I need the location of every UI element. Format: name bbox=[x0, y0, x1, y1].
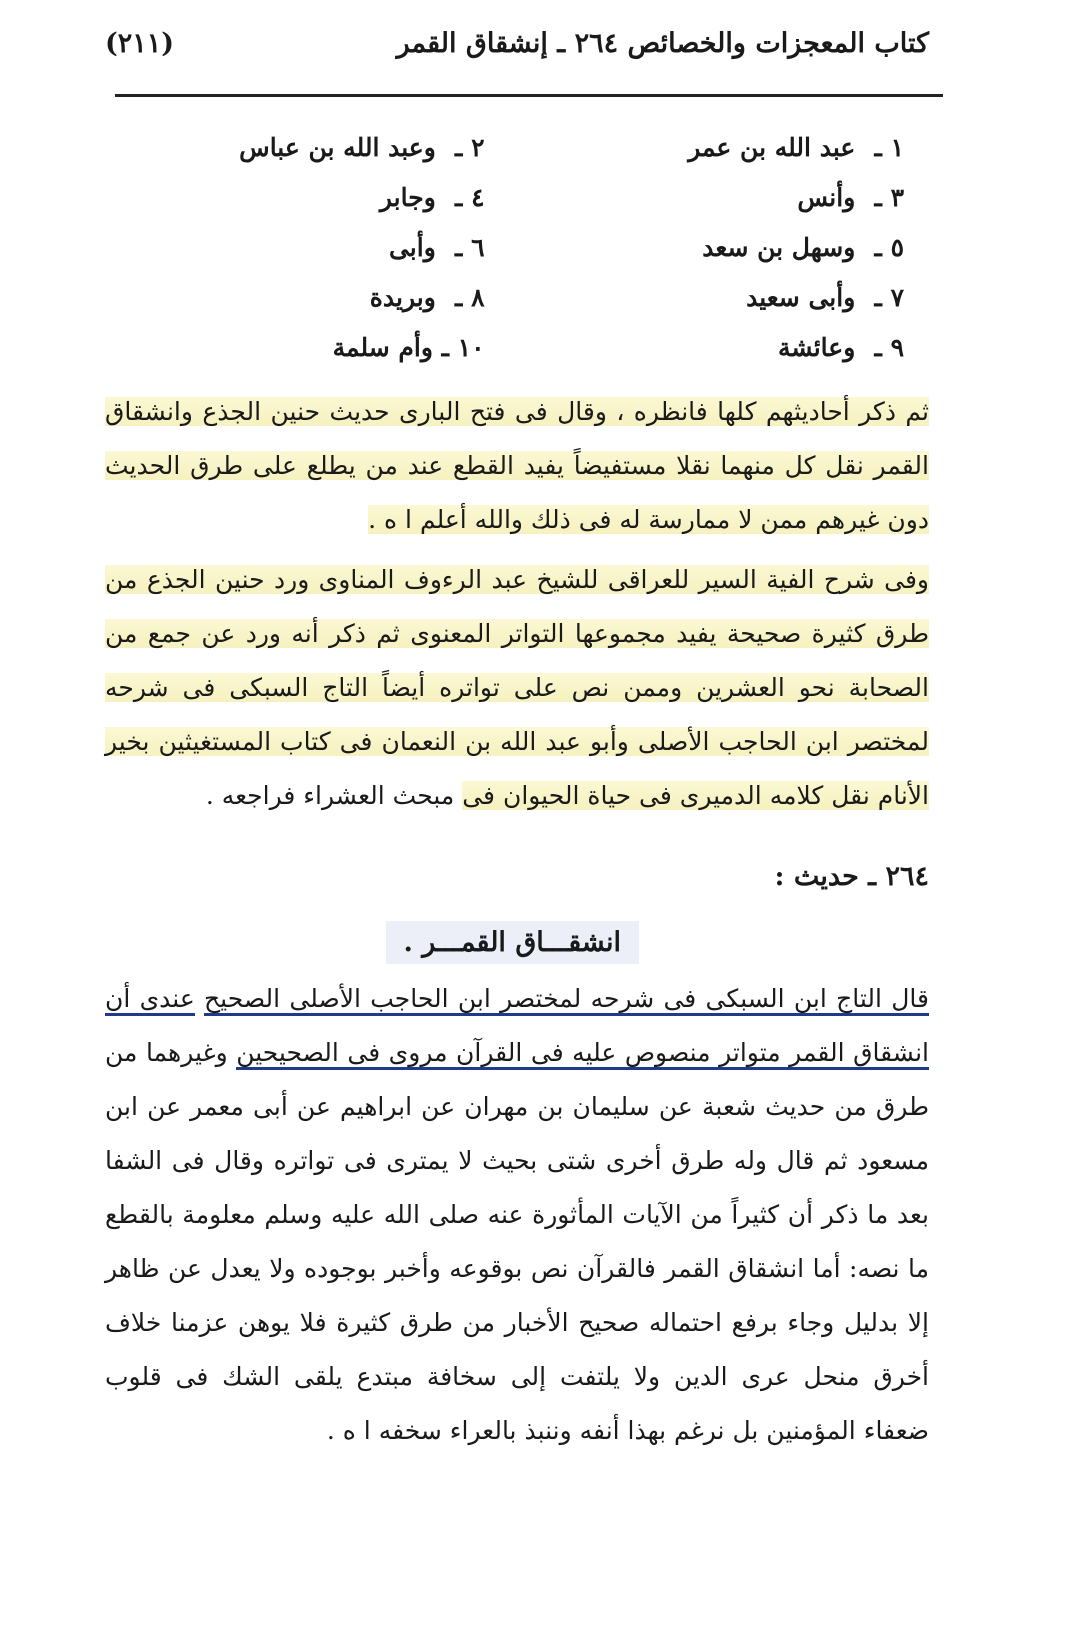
entry-number: ٢٦٤ ـ حديث : bbox=[774, 861, 929, 892]
header-rule bbox=[115, 94, 943, 97]
list-item: ١٠ ـ وأم سلمة bbox=[332, 333, 485, 362]
highlighted-text: ثم ذكر أحاديثهم كلها فانظره ، وقال فى فتح البارى حديث حنين الجذع وانشقاق القمر نقل كل منهما نقلا مستفيضاً يفيد القطع عند من يطلع على طرق الحديث دون غيرهم ممن لا ممارسة له فى ذلك والله أعلم ا ه . bbox=[105, 397, 929, 534]
list-item: ٥ ـ وسهل بن سعد bbox=[702, 233, 904, 262]
page-header bbox=[105, 28, 929, 86]
entry-subheading: انشقـــاق القمـــر . bbox=[386, 921, 640, 964]
narrator-list bbox=[105, 123, 929, 373]
underlined-text: قال التاج ابن السبكى فى شرحه لمختصر ابن الحاجب الأصلى الصحيح bbox=[204, 984, 929, 1016]
page-number: (٢١١) bbox=[105, 28, 175, 59]
paragraph-fath-al-bari bbox=[105, 385, 929, 547]
list-item: ٣ ـ وأنس bbox=[797, 183, 904, 212]
list-item: ٢ ـ وعبد الله بن عباس bbox=[239, 133, 485, 162]
paragraph-body: وغيرهما من طرق من حديث شعبة عن سليمان بن مهران عن ابراهيم عن أبى معمر عن ابن مسعود ثم قال وله طرق أخرى شتى بحيث لا يمترى فى تواتره وقال فى الشفا بعد ما ذكر أن كثيراً من الآيات المأثورة عنه صلى الله عليه وسلم معلومة بالقطع ما نصه: أما انشقاق القمر فالقرآن نص بوقوعه وأخبر بوجوده ولا يعدل عن ظاهر إلا بدليل وجاء برفع احتماله صحيح الأخبار من طرق كثيرة فلا يوهن عزمنا خلاف أخرق منحل عرى الدين ولا يلتفت إلى سخافة مبتدع يلقى الشك فى قلوب ضعفاء المؤمنين بل نرغم بهذا أنفه وننبذ بالعراء سخفه ا ه . bbox=[105, 1038, 929, 1445]
list-item: ٦ ـ وأبى bbox=[388, 233, 485, 262]
paragraph-subki bbox=[105, 972, 929, 1458]
list-item: ٨ ـ وبريدة bbox=[369, 283, 485, 312]
running-title: كتاب المعجزات والخصائص ٢٦٤ ـ إنشقاق القمر bbox=[396, 28, 929, 59]
list-item: ٧ ـ وأبى سعيد bbox=[746, 283, 904, 312]
underlined-text: عندى أن انشقاق القمر متواتر منصوص عليه فى القرآن مروى فى الصحيحين bbox=[105, 984, 929, 1070]
list-item: ٩ ـ وعائشة bbox=[778, 333, 904, 362]
list-item: ٤ ـ وجابر bbox=[379, 183, 485, 212]
paragraph-tail: مبحث العشراء فراجعه . bbox=[205, 781, 455, 810]
paragraph-munawi bbox=[105, 553, 929, 823]
list-item: ١ ـ عبد الله بن عمر bbox=[688, 133, 904, 162]
highlighted-text: وفى شرح الفية السير للعراقى للشيخ عبد الرءوف المناوى ورد حنين الجذع من طرق كثيرة صحيحة يفيد مجموعها التواتر المعنوى ثم ذكر أنه ورد عن جمع من الصحابة نحو العشرين وممن نص على تواتره أيضاً التاج السبكى فى شرحه لمختصر ابن الحاجب الأصلى وأبو عبد الله بن النعمان فى كتاب المستغيثين بخير الأنام نقل كلامه الدميرى فى حياة الحيوان فى bbox=[105, 565, 929, 810]
